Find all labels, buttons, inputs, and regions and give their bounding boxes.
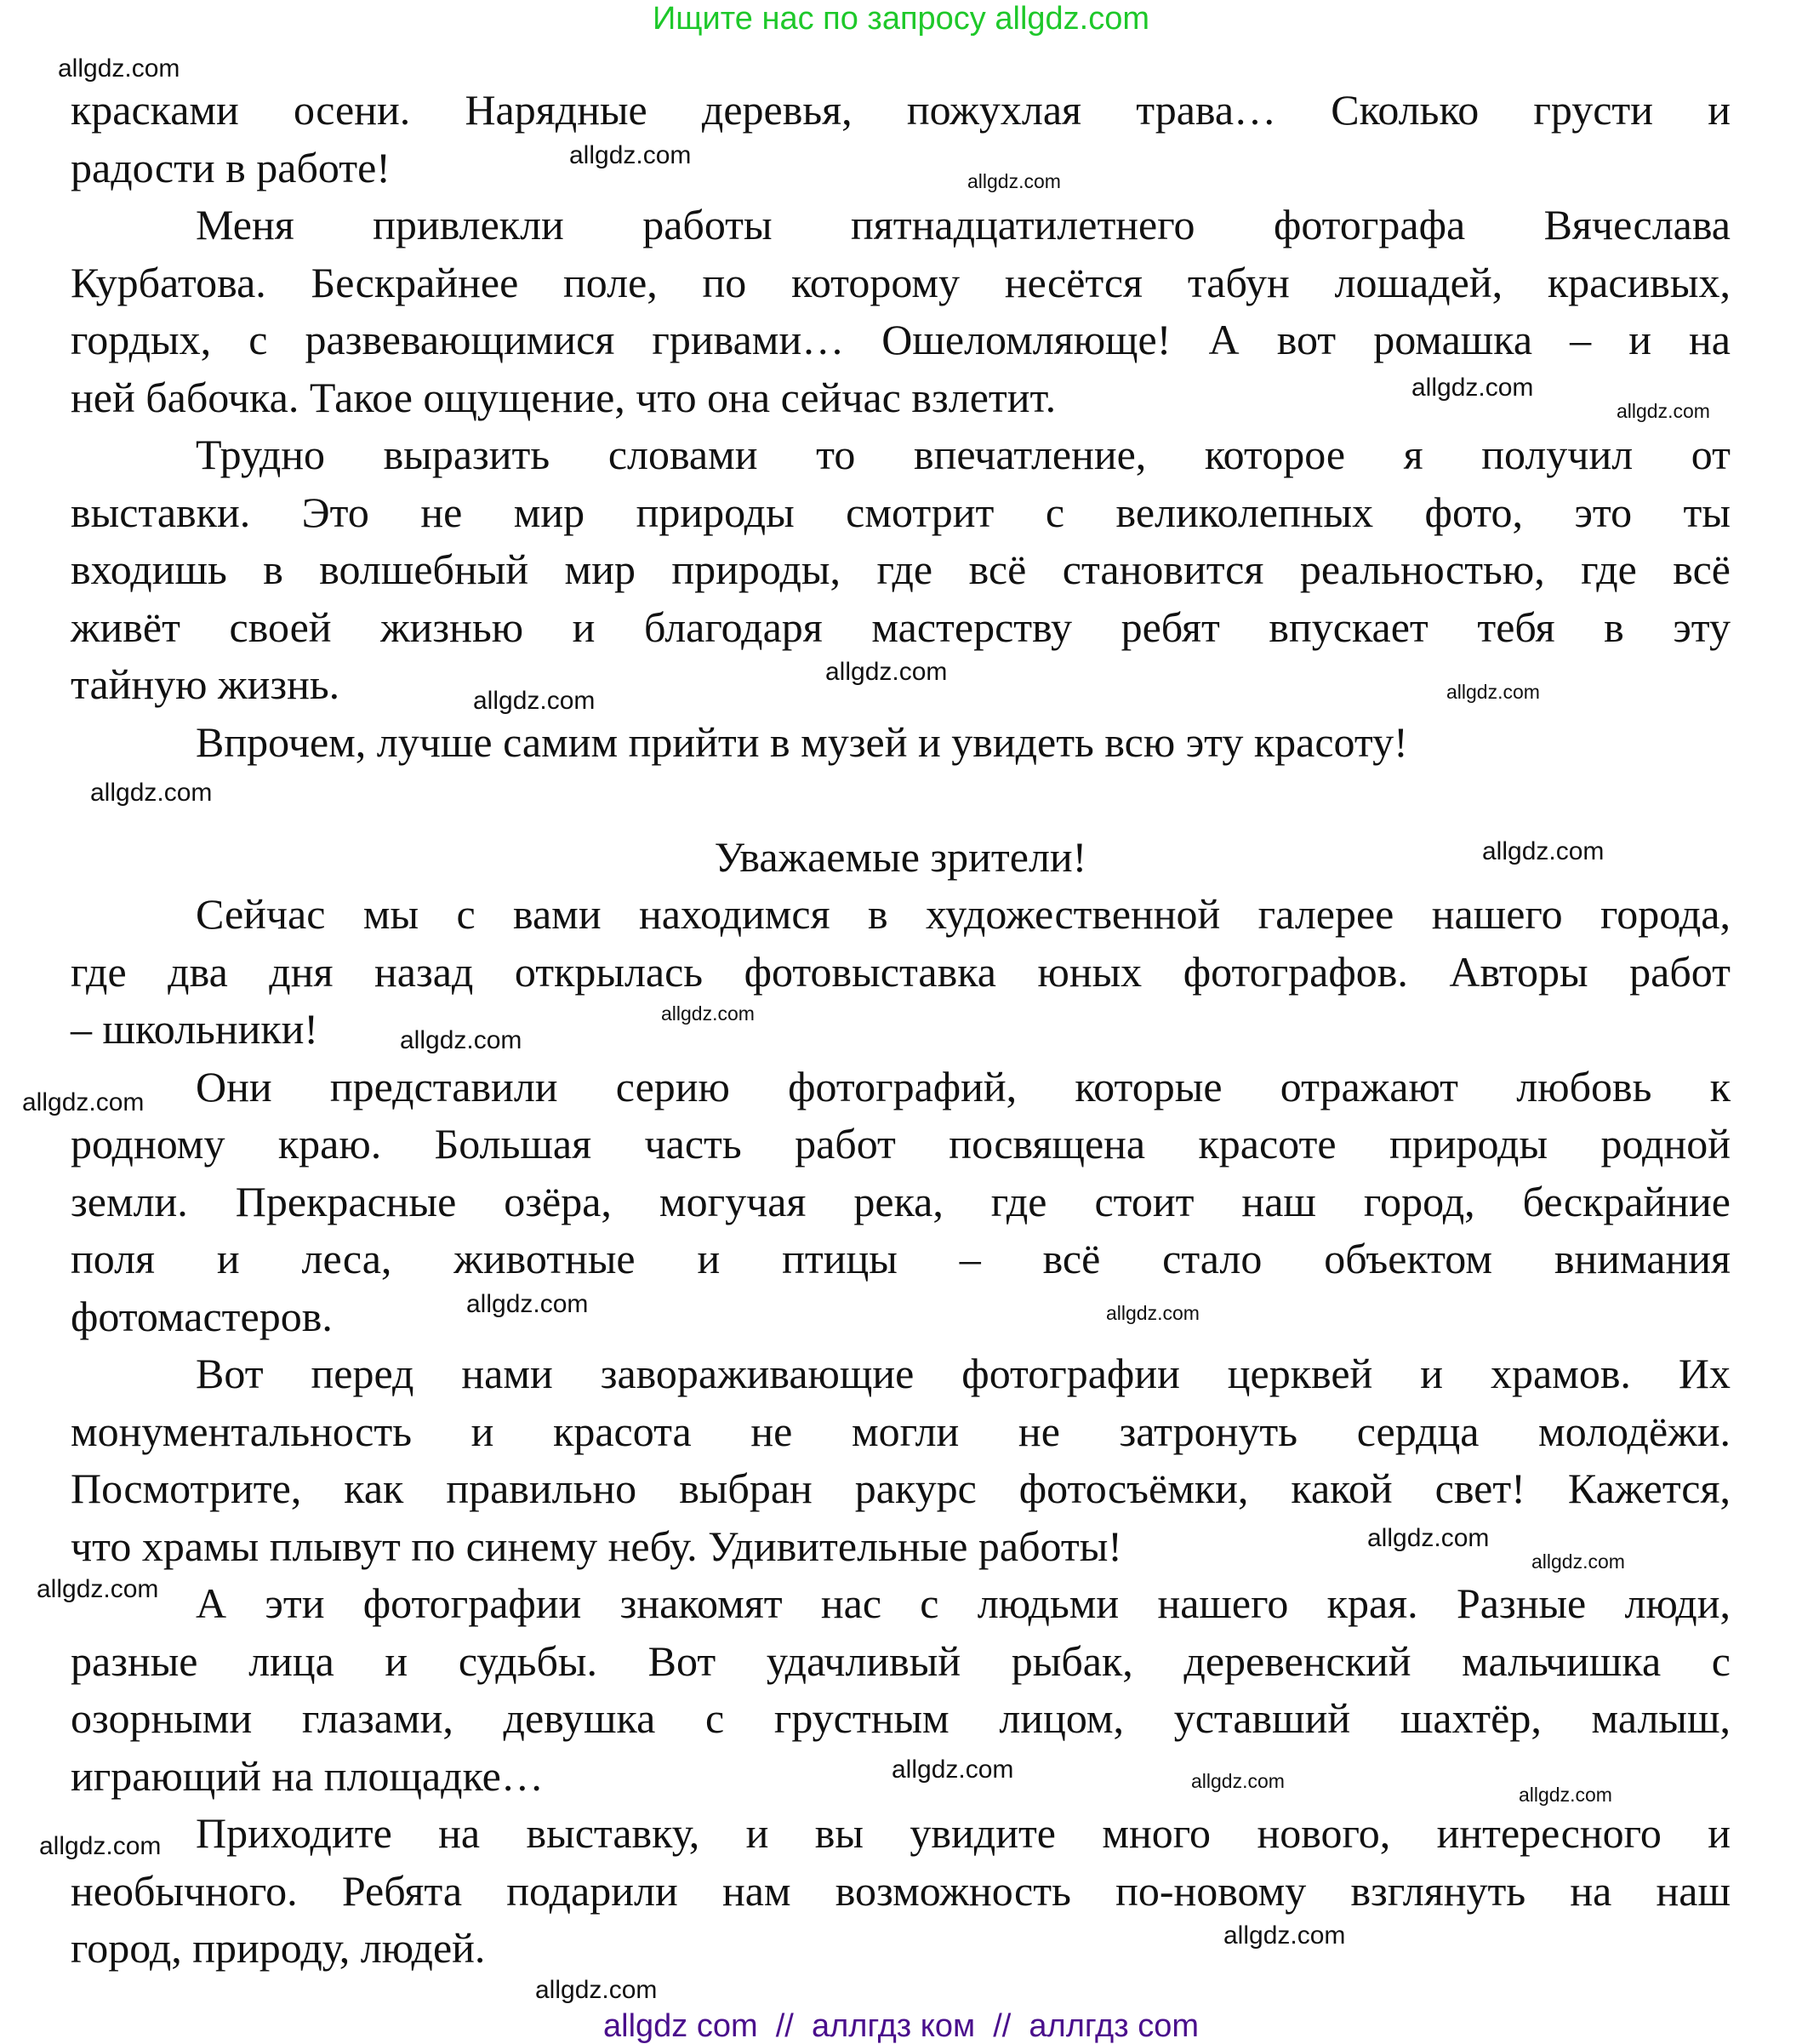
paragraph <box>71 886 1731 1059</box>
text-line: Приходите на выставку, и вы увидите много нового, интересного и <box>196 1809 1731 1857</box>
watermark: allgdz.com <box>1617 400 1710 422</box>
paragraph <box>71 1805 1731 1978</box>
text-line: живёт своей жизнью и благодаря мастерству ребят впускает тебя в эту <box>71 602 1731 651</box>
watermark: allgdz.com <box>1367 1524 1490 1552</box>
text-line: ней бабочка. Такое ощущение, что она сейчас взлетит. <box>71 373 1057 421</box>
text-line: где два дня назад открылась фотовыставка юных фотографов. Авторы работ <box>71 947 1731 996</box>
text-line: поля и леса, животные и птицы – всё стало объектом внимания <box>71 1235 1731 1282</box>
search-banner: Ищите нас по запросу allgdz.com <box>652 1 1149 37</box>
text-line: родному краю. Большая часть работ посвящена красоте природы родной <box>71 1120 1731 1168</box>
text-line: Меня привлекли работы пятнадцатилетнего фотографа Вячеслава <box>196 201 1731 248</box>
watermark: allgdz.com <box>535 1976 658 2004</box>
text-line: радости в работе! <box>71 143 391 191</box>
watermark: allgdz.com <box>1106 1302 1200 1324</box>
paragraph <box>71 82 1731 197</box>
watermark: allgdz.com <box>58 54 180 83</box>
watermark: allgdz.com <box>569 141 692 169</box>
paragraph <box>71 1059 1731 1346</box>
text-line: озорными глазами, девушка с грустным лицом, уставший шахтёр, малыш, <box>71 1694 1731 1742</box>
text-line: выставки. Это не мир природы смотрит с великолепных фото, это ты <box>71 488 1731 536</box>
text-line: красками осени. Нарядные деревья, пожухлая трава… Сколько грусти и <box>71 86 1731 134</box>
text-line: город, природу, людей. <box>71 1924 486 1972</box>
watermark: allgdz.com <box>1446 681 1540 703</box>
text-line: Сейчас мы с вами находимся в художественной галерее нашего города, <box>196 890 1731 938</box>
text-line: разные лица и судьбы. Вот удачливый рыбак, деревенский мальчишка с <box>71 1636 1731 1685</box>
text-line: необычного. Ребята подарили нам возможность по-новому взглянуть на наш <box>71 1866 1731 1915</box>
watermark: allgdz.com <box>37 1575 159 1603</box>
watermark: allgdz.com <box>1411 374 1534 402</box>
text-line: что храмы плывут по синему небу. Удивительные работы! <box>71 1522 1122 1570</box>
text-line: Курбатова. Бескрайнее поле, по которому несётся табун лошадей, красивых, <box>71 258 1731 306</box>
text-line: играющий на площадке… <box>71 1751 544 1800</box>
watermark: allgdz.com <box>1531 1550 1625 1573</box>
watermark: allgdz.com <box>39 1832 162 1860</box>
watermark: allgdz.com <box>825 658 948 686</box>
text-line: входишь в волшебный мир природы, где всё становится реальностью, где всё <box>71 545 1731 593</box>
text-line: Трудно выразить словами то впечатление, которое я получил от <box>196 431 1731 478</box>
text-line: фотомастеров. <box>71 1292 333 1340</box>
document-body <box>71 82 1731 1978</box>
text-line: А эти фотографии знакомят нас с людьми нашего края. Разные люди, <box>196 1579 1731 1627</box>
watermark: allgdz.com <box>1519 1784 1612 1806</box>
text-line: тайную жизнь. <box>71 660 340 708</box>
watermark: allgdz.com <box>90 779 213 807</box>
text-line: Уважаемые зрители! <box>714 832 1087 881</box>
watermark: allgdz.com <box>967 170 1061 192</box>
watermark: allgdz.com <box>1223 1921 1346 1950</box>
text-line: – школьники! <box>71 1005 319 1053</box>
watermark: allgdz.com <box>473 687 596 715</box>
text-line: земли. Прекрасные озёра, могучая река, где стоит наш город, бескрайние <box>71 1177 1731 1225</box>
text-line: Вот перед нами завораживающие фотографии церквей и храмов. Их <box>196 1350 1731 1397</box>
watermark: allgdz.com <box>892 1756 1014 1784</box>
watermark: allgdz.com <box>22 1088 145 1116</box>
watermark: allgdz.com <box>400 1026 522 1054</box>
text-line: Впрочем, лучше самим прийти в музей и увидеть всю эту красоту! <box>196 717 1408 766</box>
watermark: allgdz.com <box>466 1290 589 1318</box>
paragraph <box>71 714 1731 772</box>
text-line: гордых, с развевающимися гривами… Ошеломляюще! А вот ромашка – и на <box>71 316 1731 363</box>
text-line: Они представили серию фотографий, которые отражают любовь к <box>196 1062 1731 1110</box>
watermark: allgdz.com <box>661 1002 755 1025</box>
watermark: allgdz.com <box>1191 1770 1285 1792</box>
text-line: Посмотрите, как правильно выбран ракурс фотосъёмки, какой свет! Кажется, <box>71 1464 1731 1512</box>
paragraph-spacer <box>71 771 1731 829</box>
watermark: allgdz.com <box>1482 837 1605 865</box>
footer-links: allgdz com // аллгдз ком // аллгдз com <box>603 2008 1199 2044</box>
text-line: монументальность и красота не могли не затронуть сердца молодёжи. <box>71 1407 1731 1455</box>
